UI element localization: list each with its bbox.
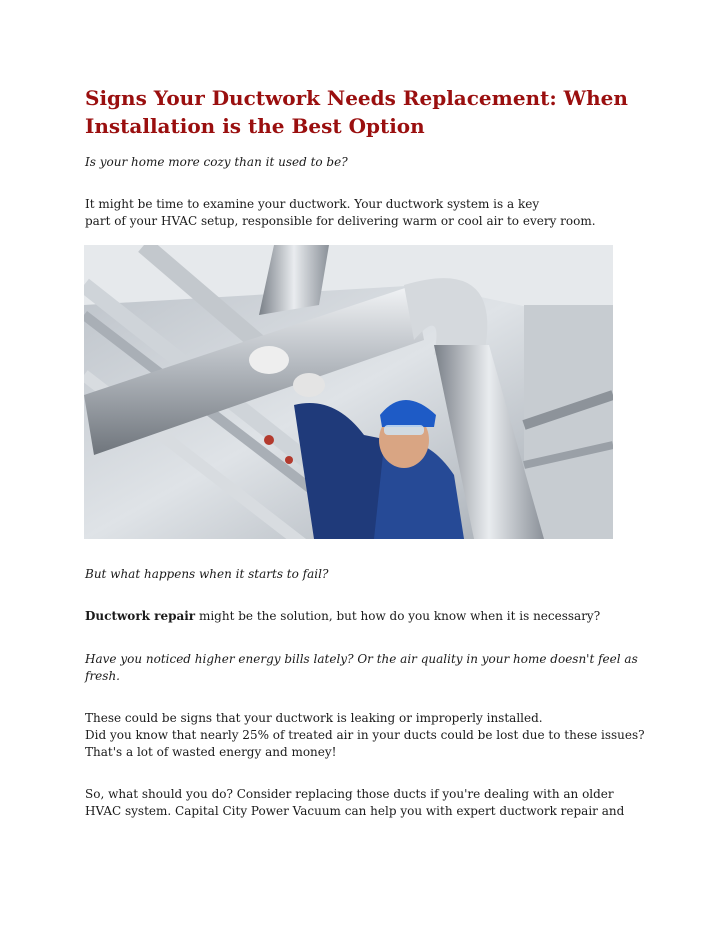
hvac-technician-photo: [84, 245, 613, 539]
repair-paragraph: [85, 608, 600, 625]
page-title: Signs Your Ductwork Needs Replacement: When Installation is the Best Option: [85, 86, 628, 138]
question-energy-line-1: Have you noticed higher energy bills lately? Or the air quality in your home doesn't feel as: [85, 652, 638, 666]
intro-paragraph-line-1: It might be time to examine your ductwork. Your ductwork system is a key: [85, 197, 540, 211]
repair-paragraph-rest: might be the solution, but how do you know when it is necessary?: [195, 609, 601, 623]
intro-paragraph-line-2: part of your HVAC setup, responsible for delivering warm or cool air to every room.: [85, 214, 596, 228]
signs-paragraph-line-3: That's a lot of wasted energy and money!: [85, 745, 337, 759]
repair-bold-term: Ductwork repair: [85, 609, 196, 623]
advice-paragraph-line-1: So, what should you do? Consider replacing those ducts if you're dealing with an older: [85, 787, 614, 801]
question-energy-line-2: fresh.: [85, 669, 120, 683]
signs-paragraph-line-1: These could be signs that your ductwork is leaking or improperly installed.: [85, 711, 543, 725]
intro-question: Is your home more cozy than it used to be?: [85, 155, 348, 169]
advice-paragraph-line-2: HVAC system. Capital City Power Vacuum can help you with expert ductwork repair and: [85, 804, 625, 818]
question-fail: But what happens when it starts to fail?: [85, 567, 329, 581]
signs-paragraph-line-2: Did you know that nearly 25% of treated air in your ducts could be lost due to these issues?: [85, 728, 645, 742]
